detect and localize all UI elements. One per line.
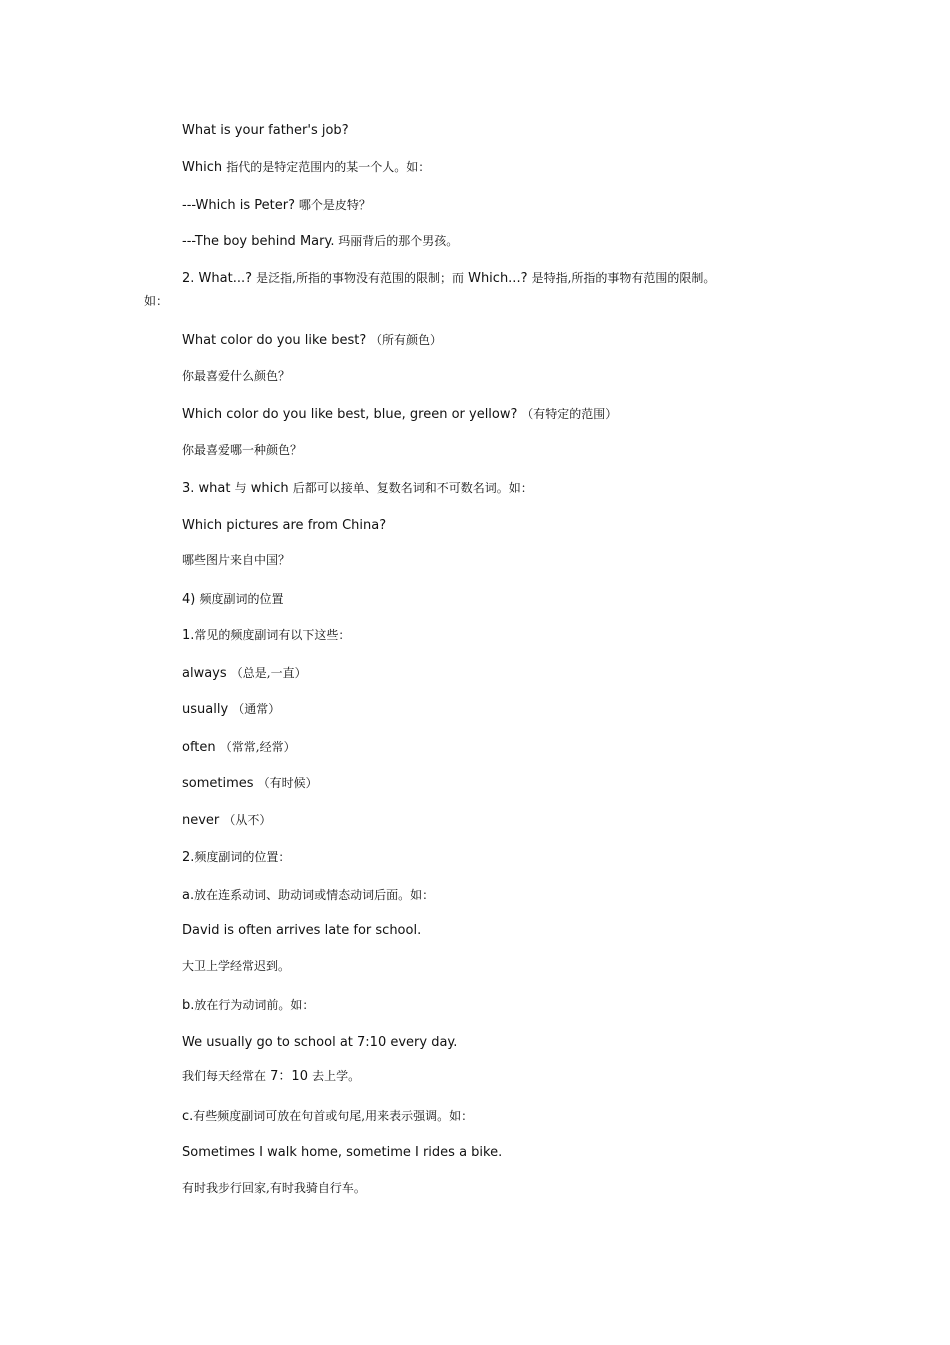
text-line: 哪些图片来自中国？ [182, 553, 291, 567]
text-line: b.放在行为动词前。如： [182, 998, 315, 1013]
text-line: What color do you like best? （所有颜色） [182, 333, 443, 348]
text-line: 3. what 与 which 后都可以接单、复数名词和不可数名词。如： [182, 481, 533, 496]
text-line: 2. What...? 是泛指,所指的事物没有范围的限制；而 Which...? 是特指,所指的事物有范围的限制。 [182, 271, 716, 286]
text-line: 你最喜爱哪一种颜色？ [182, 443, 303, 457]
text-line: 1.常见的频度副词有以下这些： [182, 628, 351, 643]
text-line: Which 指代的是特定范围内的某一个人。如： [182, 160, 431, 175]
text-line: 大卫上学经常迟到。 [182, 959, 291, 973]
text-line: often （常常,经常） [182, 740, 296, 755]
text-line: Sometimes I walk home, sometime I rides a bike. [182, 1145, 503, 1160]
text-line: 4) 频度副词的位置 [182, 592, 284, 607]
text-line: 你最喜爱什么颜色？ [182, 369, 291, 383]
text-line: c.有些频度副词可放在句首或句尾,用来表示强调。如： [182, 1109, 474, 1124]
text-line: Which pictures are from China? [182, 518, 387, 533]
text-line: 我们每天经常在 7：10 去上学。 [182, 1069, 361, 1084]
text-line: ---Which is Peter? 哪个是皮特？ [182, 198, 371, 213]
text-line: 有时我步行回家,有时我骑自行车。 [182, 1181, 366, 1195]
text-line: What is your father's job? [182, 123, 349, 138]
text-line: a.放在连系动词、助动词或情态动词后面。如： [182, 888, 435, 903]
text-line: usually （通常） [182, 702, 281, 717]
text-line: David is often arrives late for school. [182, 923, 422, 938]
wrapped-text: 如： [144, 294, 169, 308]
text-line: Which color do you like best, blue, green or yellow? （有特定的范围） [182, 407, 618, 422]
text-line: 2.频度副词的位置： [182, 850, 291, 865]
text-line: never （从不） [182, 813, 272, 828]
text-line: always （总是,一直） [182, 666, 307, 681]
text-line: ---The boy behind Mary. 玛丽背后的那个男孩。 [182, 234, 459, 249]
text-line: We usually go to school at 7:10 every day. [182, 1035, 458, 1050]
text-line: sometimes （有时候） [182, 776, 318, 791]
